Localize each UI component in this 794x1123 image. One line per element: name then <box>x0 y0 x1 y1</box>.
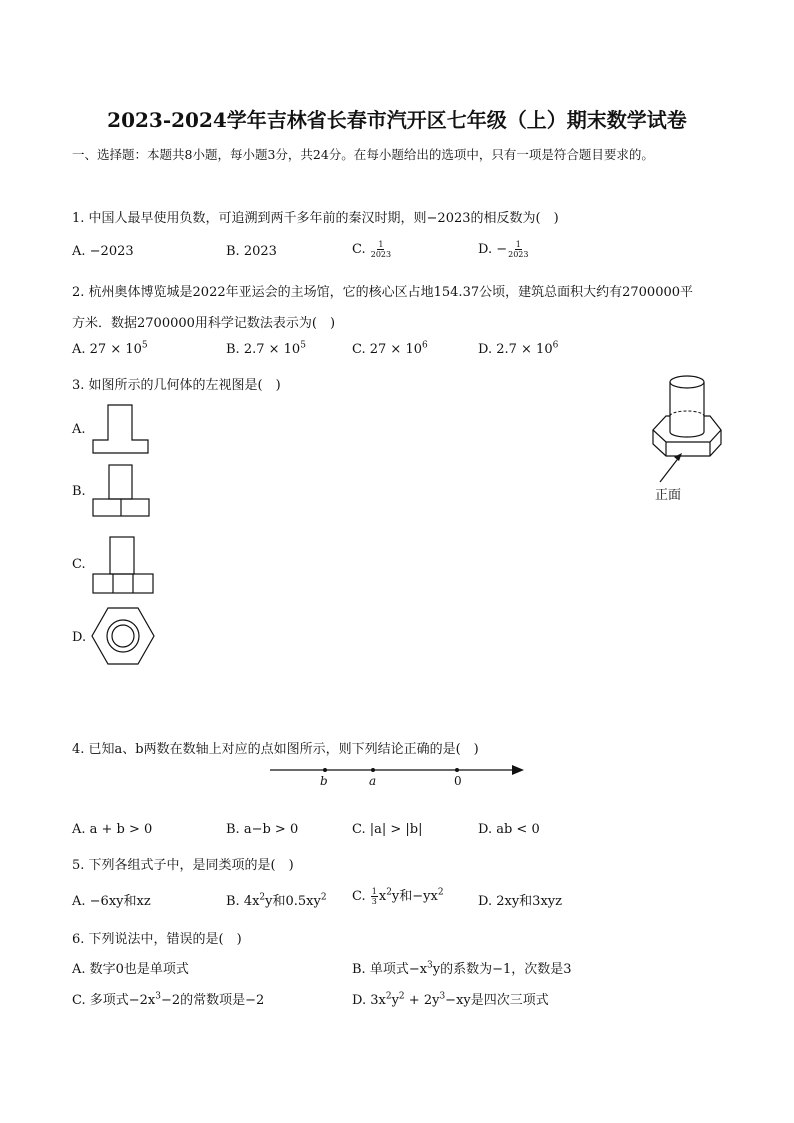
q6-option-d: D. $3x^2y^2 + 2y^3-xy$是四次三项式 <box>352 991 549 1008</box>
q3-option-a-figure <box>92 404 152 454</box>
q3-stem: 3. 如图所示的几何体的左视图是( ) <box>72 378 281 393</box>
point-b <box>323 768 327 772</box>
q5-option-a: A. −6xy和xz <box>72 894 151 909</box>
q3-option-d-label: D. <box>72 630 87 645</box>
q2-stem-line2: 方米．数据2700000用科学记数法表示为( ) <box>72 316 336 331</box>
section-heading: 一、选择题：本题共8小题，每小题3分，共24分。在每小题给出的选项中，只有一项是符合题目要求的。 <box>72 147 654 162</box>
q3-option-c-label: C. <box>72 557 86 572</box>
point-0 <box>455 768 459 772</box>
q4-option-a: A. a + b > 0 <box>72 822 153 837</box>
q1-option-d: D. − $\frac{1}{2023}$ <box>478 240 529 259</box>
number-line <box>268 762 528 778</box>
exam-title: 2023-2024学年吉林省长春市汽开区七年级（上）期末数学试卷 <box>107 108 687 132</box>
axis-label-a: a <box>369 774 377 788</box>
q4-option-c: C. |a| > |b| <box>352 822 423 837</box>
q4-option-b: B. a−b > 0 <box>226 822 299 837</box>
q6-option-c: C. 多项式$-2x^3-2$的常数项是−2 <box>72 991 265 1008</box>
q3-option-d-figure <box>90 606 156 666</box>
axis-label-0: 0 <box>454 774 462 788</box>
point-a <box>371 768 375 772</box>
q2-stem-line1: 2. 杭州奥体博览城是2022年亚运会的主场馆，它的核心区占地154.37公顷，建筑总面积大约有2700000平 <box>72 285 694 300</box>
q6-option-a: A. 数字0也是单项式 <box>72 962 189 977</box>
q3-option-c-figure <box>92 536 156 596</box>
front-arrow <box>652 452 692 486</box>
q2-option-b: B. $2.7 \times 10^5$ <box>226 340 306 357</box>
q2-option-a: A. $27 \times 10^5$ <box>72 340 148 357</box>
q2-option-d: D. $2.7 \times 10^6$ <box>478 340 559 357</box>
q1-option-b: B. 2023 <box>226 244 277 259</box>
q5-option-b: B. $4x^2y$和$0.5xy^2$ <box>226 892 327 909</box>
q6-stem: 6. 下列说法中，错误的是( ) <box>72 932 242 947</box>
q3-option-b-figure <box>92 464 152 519</box>
front-view-label: 正面 <box>655 488 682 503</box>
q1-option-a: A. −2023 <box>72 244 134 259</box>
q4-stem: 4. 已知a、b两数在数轴上对应的点如图所示，则下列结论正确的是( ) <box>72 742 479 757</box>
q6-option-b: B. 单项式$-x^3y$的系数为−1，次数是3 <box>352 960 572 977</box>
q2-option-c: C. $27 \times 10^6$ <box>352 340 428 357</box>
q3-option-a-label: A. <box>72 422 86 437</box>
q4-option-d: D. ab < 0 <box>478 822 540 837</box>
q5-option-c: C. $\frac{1}{3}$ $x^2y$和$-yx^2$ <box>352 887 444 906</box>
q5-stem: 5. 下列各组式子中，是同类项的是( ) <box>72 858 294 873</box>
q3-option-b-label: B. <box>72 484 86 499</box>
axis-label-b: b <box>320 774 328 788</box>
q5-option-d: D. 2xy和3xyz <box>478 894 562 909</box>
q1-stem: 1. 中国人最早使用负数，可追溯到两千多年前的秦汉时期，则−2023的相反数为( ) <box>72 211 559 226</box>
q1-option-c: C. $\frac{1}{2023}$ <box>352 240 392 259</box>
